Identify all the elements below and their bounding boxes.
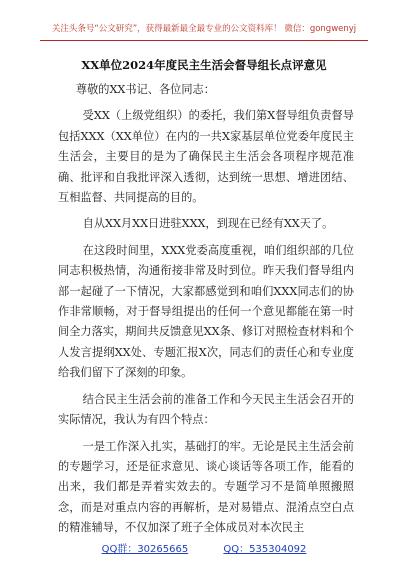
salutation: 尊敬的XX书记、各位同志： bbox=[75, 83, 215, 96]
paragraph: 结合民主生活会前的准备工作和今天民主生活会召开的实际情况，我认为有四个特点： bbox=[58, 392, 354, 427]
document-body bbox=[58, 80, 354, 539]
qq-group-link[interactable]: QQ群：30265665 bbox=[101, 544, 189, 555]
footer-contacts bbox=[0, 540, 408, 555]
paragraph: 一是工作深入扎实，基础打的牢。无论是民主生活会前的专题学习，还是征求意见、谈心谈话等各项工作，能看的出来，我们都是弄着实效去的。专题学习不是简单照搬照念，而是对重点内容的再解析，是对易错点、混淆点空白点的精准辅导，不仅加深了班子全体成员对本次民主 bbox=[58, 439, 354, 535]
qq-contact-link[interactable]: QQ：535304092 bbox=[223, 544, 307, 555]
paragraph: 受XX（上级党组织）的委托，我们第X督导组负责督导包括XXX（XX单位）在内的一共X家基层单位党委年度民主生活会，主要目的是为了确保民主生活会各项程序规范准确、批评和自我批评深入透彻，达到统一思想、增进团结、互相监督、共同提高的目的。 bbox=[58, 109, 354, 205]
document-title: XX单位2024年度民主生活会督导组长点评意见 bbox=[81, 58, 327, 72]
header-divider bbox=[40, 40, 368, 41]
paragraph: 在这段时间里，XXX党委高度重视，咱们组织部的几位同志积极热情，沟通衔接非常及时到位。昨天我们督导组内部一起碰了一下情况，大家都感觉到和咱们XXX同志们的协作非常顺畅，对于督导组提出的任何一个意见都能在第一时间全力落实，期间共反馈意见XX条、修订对照检查材料和个人发言提纲XX处、专题汇报X次，同志们的责任心和专业度给我们留下了深刻的印象。 bbox=[58, 243, 354, 380]
header-banner: 关注头条号“公文研究”，获得最新最全最专业的公文资料库！ 微信：gongwenyj bbox=[51, 24, 357, 34]
paragraph: 自从XX月XX日进驻XXX，到现在已经有XX天了。 bbox=[82, 217, 334, 231]
